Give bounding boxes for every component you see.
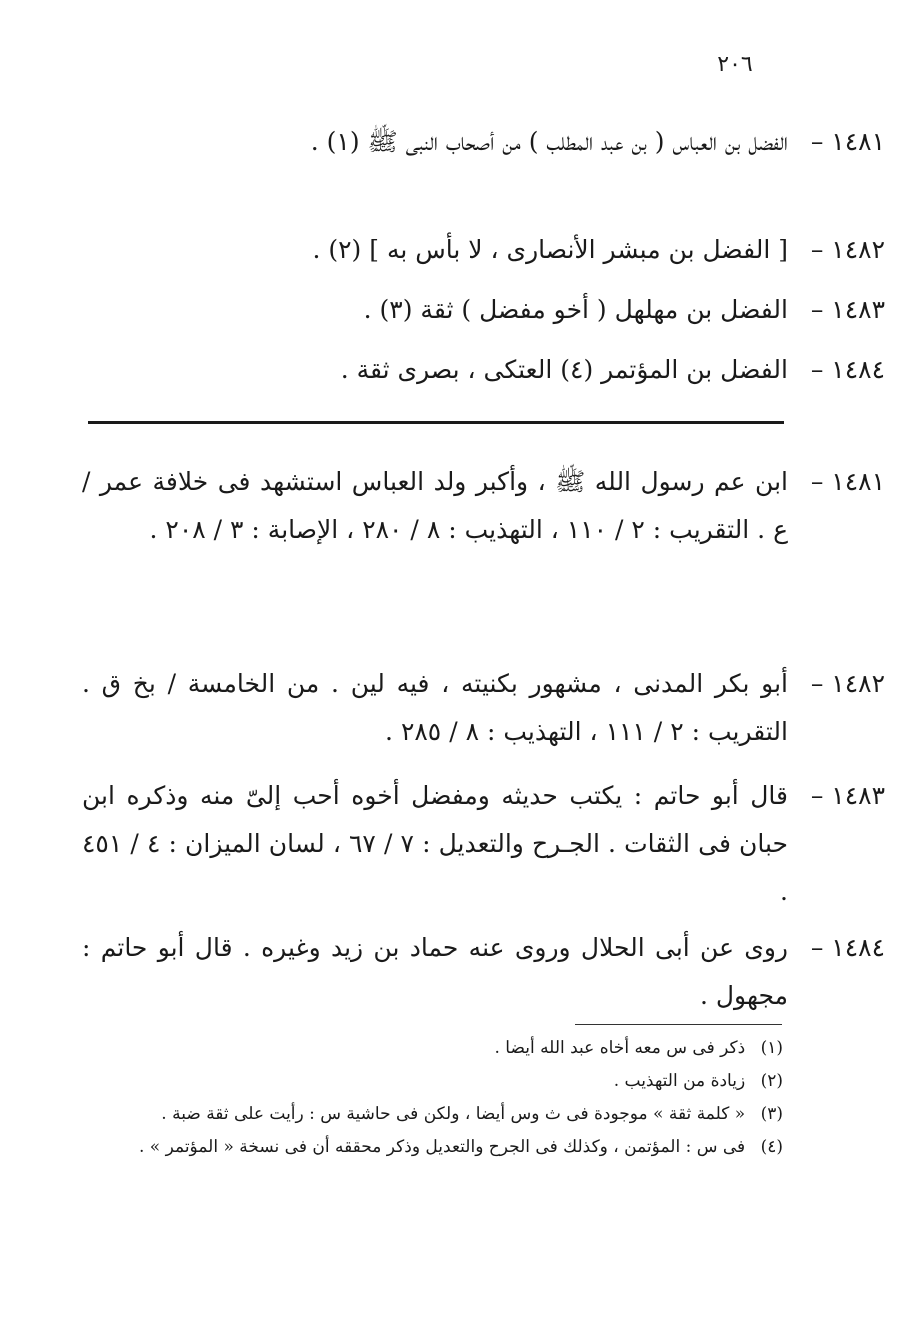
main-entry-3-number: ١٤٨٣ – — [810, 295, 885, 324]
footnote-4 — [88, 1131, 783, 1164]
footnotes — [88, 1032, 783, 1164]
footnote-3-marker: (٣) — [760, 1104, 783, 1124]
main-entry-4-text: الفضل بن المؤتمر (٤) العتكى ، بصرى ثقة . — [340, 355, 788, 384]
footnote-4-marker: (٤) — [760, 1137, 783, 1157]
commentary-2-number: ١٤٨٢ – — [810, 669, 885, 698]
commentary-1-number: ١٤٨١ – — [810, 467, 885, 496]
footnote-2 — [88, 1065, 783, 1098]
footnote-divider — [575, 1024, 782, 1025]
footnote-2-text: زيادة من التهذيب . — [613, 1071, 746, 1091]
section-divider — [88, 421, 784, 424]
main-entry-2-number: ١٤٨٢ – — [810, 235, 885, 264]
commentary-3-number: ١٤٨٣ – — [810, 781, 885, 810]
footnote-1 — [88, 1032, 783, 1065]
main-entry-1-text: الفضل بن العباس ( بن عبد المطلب ) من أصحاب النبى ﷺ (١) . — [310, 127, 788, 156]
main-entry-2-text: [ الفضل بن مبشر الأنصارى ، لا بأس به ] (٢) . — [312, 235, 788, 264]
commentary-4-text: روى عن أبى الحلال وروى عنه حماد بن زيد وغيره . قال أبو حاتم : مجهول . — [82, 933, 788, 1010]
commentary-4-number: ١٤٨٤ – — [810, 933, 885, 962]
footnote-2-marker: (٢) — [760, 1071, 783, 1091]
footnote-4-text: فى س : المؤتمن ، وكذلك فى الجرح والتعديل وذكر محققه أن فى نسخة « المؤتمر » . — [139, 1137, 746, 1157]
commentary-3-text: قال أبو حاتم : يكتب حديثه ومفضل أخوه أحب إلىّ منه وذكره ابن حبان فى الثقات . الجـرح والتعديل : ٧ / ٦٧ ، لسان الميزان : ٤ / ٤٥١ . — [82, 781, 788, 906]
footnote-1-text: ذكر فى س معه أخاه عبد الله أيضا . — [494, 1038, 746, 1058]
footnote-1-marker: (١) — [760, 1038, 783, 1058]
page-number: ٢٠٦ — [717, 52, 753, 77]
main-entry-3-text: الفضل بن مهلهل ( أخو مفضل ) ثقة (٣) . — [363, 295, 788, 324]
commentary-1-text: ابن عم رسول الله ﷺ ، وأكبر ولد العباس استشهد فى خلافة عمر / ع . التقريب : ٢ / ١١٠ ، التهذيب : ٨ / ٢٨٠ ، الإصابة : ٣ / ٢٠٨ . — [82, 467, 788, 544]
footnote-3 — [88, 1098, 783, 1131]
main-entry-1-number: ١٤٨١ – — [810, 127, 885, 156]
main-entry-4-number: ١٤٨٤ – — [810, 355, 885, 384]
footnote-3-text: « كلمة ثقة » موجودة فى ث وس أيضا ، ولكن فى حاشية س : رأيت على ثقة ضبة . — [161, 1104, 746, 1124]
commentary-2-text: أبو بكر المدنى ، مشهور بكنيته ، فيه لين . من الخامسة / بخ ق . التقريب : ٢ / ١١١ ، التهذيب : ٨ / ٢٨٥ . — [82, 669, 788, 746]
